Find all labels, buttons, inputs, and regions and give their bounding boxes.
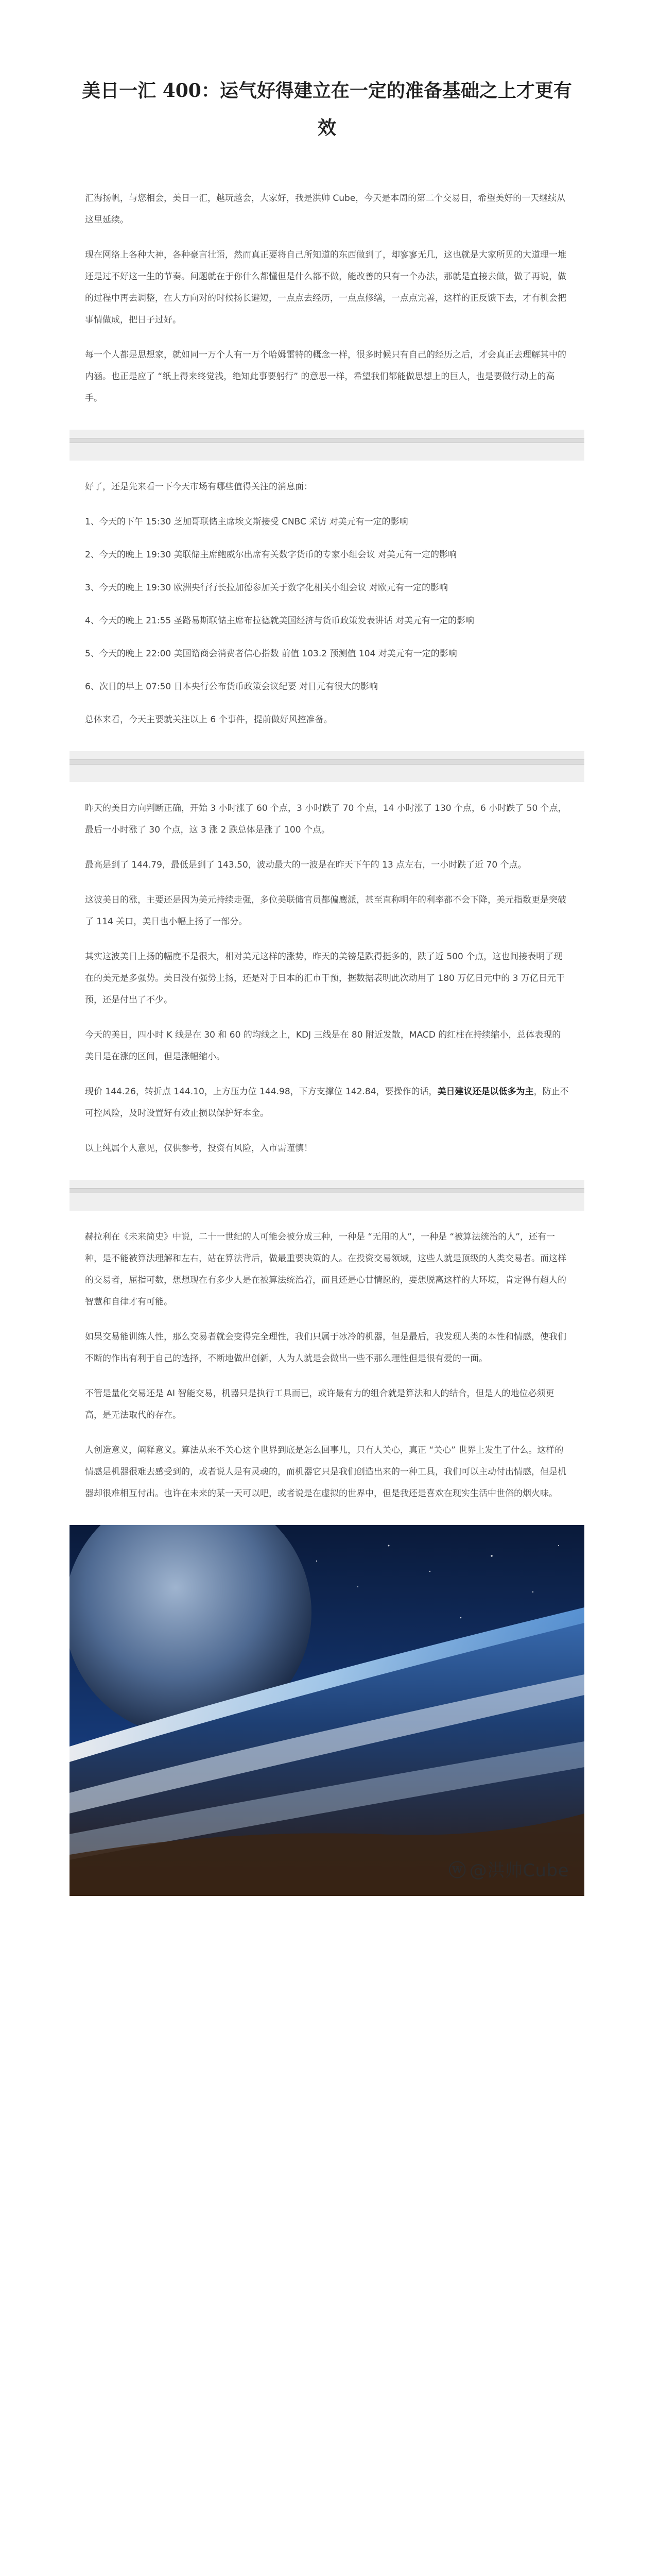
levels-tail: ，防止不可控风险，及时设置好有效止损以保护好本金。 — [85, 1087, 569, 1118]
levels-text: 现价 144.26，转折点 144.10，上方压力位 144.98，下方支撑位 142.84，要操作的话， — [85, 1087, 438, 1097]
essay-paragraph: 赫拉利在《未来简史》中说，二十一世纪的人可能会被分成三种，一种是 “无用的人”，一种是 “被算法统治的人”，还有一种，是不能被算法理解和左右，站在算法背后，做最重要决策的人。在投资交易领域，这些人就是顶级的人类交易者。而这样的交易者，屈指可数，想想现在有多少人是在被算法统治着，而且还是心甘情愿的，要想脱离这样的大环境，肯定得有超人的智慧和自律才有可能。 — [85, 1232, 566, 1307]
section-divider — [70, 430, 584, 461]
essay-paragraph: 人创造意义，阐释意义。算法从来不关心这个世界到底是怎么回事儿，只有人关心，真正 “关心” 世界上发生了什么。这样的情感是机器很难去感受到的，或者说人是有灵魂的，而机器它只是我们创造出来的一种工具，我们可以主动付出情感，但是机器却很难相互付出。也许在未来的某一天可以吧，或者说是在虚拟的世界中，但是我还是喜欢在现实生活中世俗的烟火味。 — [85, 1445, 566, 1499]
events-summary: 总体来看，今天主要就关注以上 6 个事件，提前做好风控准备。 — [85, 715, 333, 725]
analysis-paragraph: 昨天的美日方向判断正确，开始 3 小时涨了 60 个点，3 小时跌了 70 个点，14 小时涨了 130 个点，6 小时跌了 50 个点，最后一小时涨了 30 个点，这 3 涨 2 跌总体是涨了 100 个点。 — [85, 803, 567, 835]
trading-levels-paragraph — [85, 1081, 569, 1124]
analysis-paragraph: 其实这波美日上扬的幅度不是很大，相对美元这样的涨势，昨天的美镑是跌得挺多的，跌了近 500 个点，这也间接表明了现在的美元是多强势。美日没有强势上扬，还是对于日本的汇市干预，据数据表明此次动用了 180 万亿日元中的 3 万亿日元干预，还是付出了不少。 — [85, 952, 565, 1005]
section-divider — [70, 1180, 584, 1211]
event-item: 5、今天的晚上 22:00 美国谘商会消费者信心指数 前值 103.2 预测值 104 对美元有一定的影响 — [85, 649, 457, 659]
intro-paragraph: 汇海扬帆，与您相会，美日一汇，越玩越会，大家好，我是洪帅 Cube，今天是本周的第二个交易日，希望美好的一天继续从这里延续。 — [85, 193, 566, 225]
analysis-paragraph: 这波美日的涨，主要还是因为美元持续走强，多位美联储官员都偏鹰派，甚至直称明年的利率都不会下降，美元指数更是突破了 114 关口，美日也小幅上扬了一部分。 — [85, 895, 566, 927]
analysis-paragraph: 今天的美日，四小时 K 线是在 30 和 60 的均线之上，KDJ 三线是在 80 附近发散，MACD 的红柱在持续缩小，总体表现的美日是在涨的区间，但是涨幅缩小。 — [85, 1030, 561, 1062]
levels-recommendation: 美日建议还是以低多为主 — [437, 1087, 534, 1097]
space-illustration — [70, 1525, 584, 1896]
intro-paragraph: 现在网络上各种大神，各种豪言壮语，然而真正要将自己所知道的东西做到了，却寥寥无几，这也就是大家所见的大道理一堆还是过不好这一生的节奏。问题就在于你什么都懂但是什么都不做，能改善的只有一个办法，那就是直接去做，做了再说，做的过程中再去调整，在大方向对的时候扬长避短，一点点去经历，一点点修缮，一点点完善，这样的正反馈下去，才有机会把事情做成，把日子过好。 — [85, 250, 566, 325]
essay-paragraph: 如果交易能训练人性，那么交易者就会变得完全理性，我们只属于冰冷的机器，但是最后，我发现人类的本性和情感，使我们不断的作出有利于自己的选择，不断地做出创新，人为人就是会做出一些不那么理性但是很有爱的一面。 — [85, 1332, 566, 1364]
event-item: 1、今天的下午 15:30 芝加哥联储主席埃文斯接受 CNBC 采访 对美元有一定的影响 — [85, 517, 408, 527]
article-body — [70, 188, 584, 1896]
space-planet-image — [70, 1525, 584, 1896]
analysis-section — [70, 798, 584, 1159]
watermark-text: @洪帅Cube — [469, 1860, 569, 1881]
events-section — [70, 476, 584, 731]
essay-paragraph: 不管是量化交易还是 AI 智能交易，机器只是执行工具而已，或许最有力的组合就是算法和人的结合，但是人的地位必须更高，是无法取代的存在。 — [85, 1388, 554, 1420]
essay-section — [70, 1226, 584, 1504]
intro-section — [70, 188, 584, 409]
section-divider — [70, 751, 584, 782]
event-item: 6、次日的早上 07:50 日本央行公布货币政策会议纪要 对日元有很大的影响 — [85, 682, 378, 692]
event-item: 2、今天的晚上 19:30 美联储主席鲍威尔出席有关数字货币的专家小组会议 对美元有一定的影响 — [85, 550, 457, 560]
disclaimer: 以上纯属个人意见，仅供参考，投资有风险，入市需谨慎！ — [85, 1143, 313, 1154]
event-item: 3、今天的晚上 19:30 欧洲央行行长拉加德参加关于数字化相关小组会议 对欧元有一定的影响 — [85, 583, 448, 593]
article-page — [70, 0, 584, 1896]
weibo-watermark — [448, 1856, 569, 1882]
events-lead: 好了，还是先来看一下今天市场有哪些值得关注的消息面： — [85, 482, 313, 492]
article-title: 美日一汇 400：运气好得建立在一定的准备基础之上才更有效 — [82, 80, 572, 139]
weibo-logo-icon: ⓦ — [448, 1860, 466, 1881]
event-item: 4、今天的晚上 21:55 圣路易斯联储主席布拉德就美国经济与货币政策发表讲话 对美元有一定的影响 — [85, 616, 475, 626]
analysis-paragraph: 最高是到了 144.79，最低是到了 143.50，波动最大的一波是在昨天下午的 13 点左右，一小时跌了近 70 个点。 — [85, 860, 527, 870]
intro-paragraph: 每一个人都是思想家，就如同一万个人有一万个哈姆雷特的概念一样，很多时候只有自己的经历之后，才会真正去理解其中的内涵。也正是应了 “纸上得来终觉浅，绝知此事要躬行” 的意思一样，希望我们都能做思想上的巨人，也是要做行动上的高手。 — [85, 350, 566, 403]
